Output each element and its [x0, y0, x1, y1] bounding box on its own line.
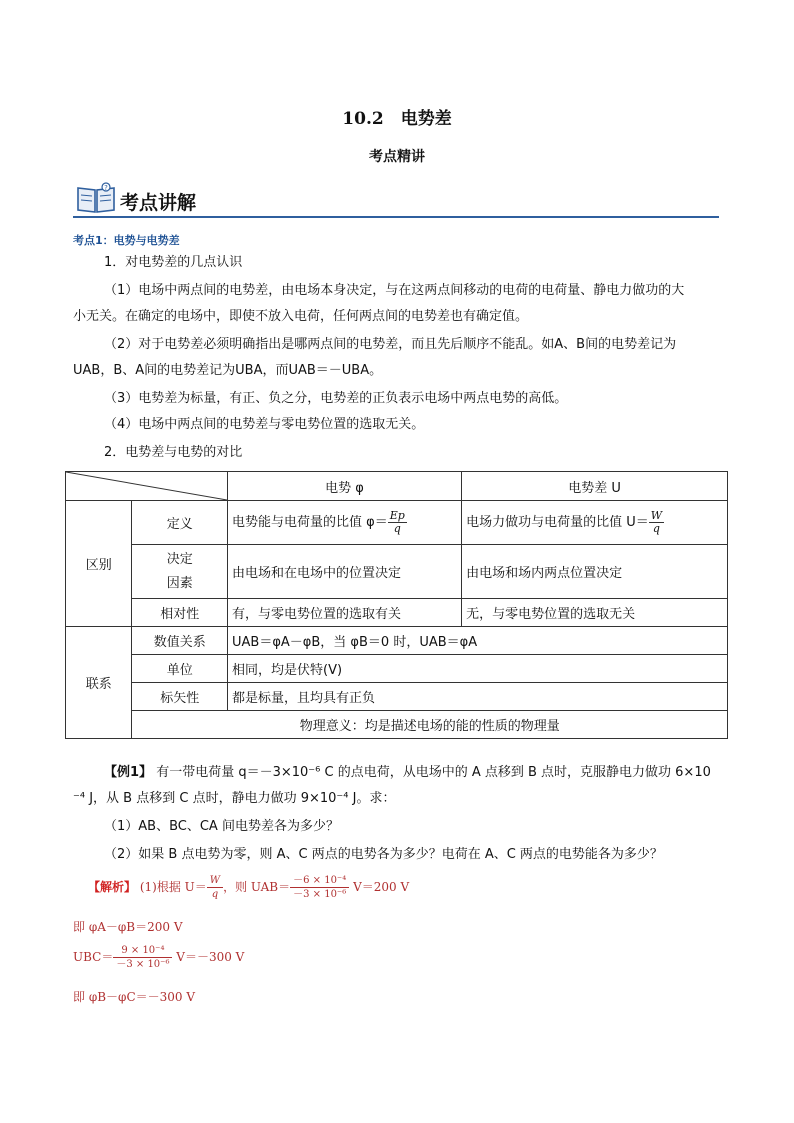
row-relativity-potential: 有，与零电势位置的选取有关 — [228, 599, 462, 627]
solution-ubc-post: V＝－300 V — [176, 950, 245, 964]
fraction-numerator: W — [207, 874, 223, 888]
example-question-1: （1）AB、BC、CA 间电势差各为多少？ — [104, 819, 339, 834]
fraction-denominator: －3 × 10⁻⁶ — [293, 889, 347, 900]
fraction-ep-over-q — [388, 510, 407, 535]
comparison-table — [65, 471, 728, 739]
item-1-title: 1．对电势差的几点认识 — [104, 255, 243, 270]
solution-line-2: 即 φA－φB＝200 V — [73, 920, 183, 934]
row-determinant-label — [132, 545, 228, 599]
row-unit-label: 单位 — [132, 655, 228, 683]
fraction-numerator: －6 × 10⁻⁴ — [290, 874, 349, 888]
row-unit-value: 相同，均是伏特(V) — [228, 655, 728, 683]
solution-text-post: V＝200 V — [353, 880, 410, 894]
example-line-2: ⁻⁴ J，从 B 点移到 C 点时，静电力做功 9×10⁻⁴ J。求： — [73, 791, 396, 806]
row-definition-potential — [228, 501, 462, 545]
row-scalar-label: 标矢性 — [132, 683, 228, 711]
header-potential: 电势 φ — [228, 472, 462, 501]
row-scalar-value: 都是标量，且均具有正负 — [228, 683, 728, 711]
item-2-title: 2．电势差与电势的对比 — [104, 445, 243, 460]
example-question-2: （2）如果 B 点电势为零，则 A、C 两点的电势各为多少？电荷在 A、C 两点的电势能各为多少？ — [104, 847, 663, 862]
paragraph-1-line-1: （1）电场中两点间的电势差，由电场本身决定，与在这两点间移动的电荷的电荷量、静电力做功的大 — [104, 283, 685, 298]
paragraph-2-line-2: UAB，B、A间的电势差记为UBA，而UAB＝－UBA。 — [73, 363, 383, 378]
row-determinant-potential: 由电场和在电场中的位置决定 — [228, 545, 462, 599]
row-numeric-label: 数值关系 — [132, 627, 228, 655]
fraction-uab — [290, 874, 349, 901]
fraction-w-over-q — [649, 510, 664, 535]
fraction-numerator: Ep — [389, 509, 405, 522]
paragraph-4: （4）电场中两点间的电势差与零电势位置的选取无关。 — [104, 417, 425, 432]
row-physical-meaning: 物理意义：均是描述电场的能的性质的物理量 — [132, 711, 728, 739]
row-definition-difference — [462, 501, 728, 545]
solution-line-4: 即 φB－φC＝－300 V — [73, 990, 196, 1004]
row-numeric-value: UAB＝φA－φB，当 φB＝0 时，UAB＝φA — [228, 627, 728, 655]
solution-line-3 — [73, 944, 244, 971]
fraction-ubc — [113, 944, 172, 971]
paragraph-3: （3）电势差为标量，有正、负之分，电势差的正负表示电场中两点电势的高低。 — [104, 391, 568, 406]
example-line-1 — [104, 764, 711, 782]
svg-text:?: ? — [104, 184, 108, 192]
fraction-numerator: 9 × 10⁻⁴ — [113, 944, 172, 958]
section-heading: 考点1：电势与电势差 — [73, 234, 180, 247]
solution-ubc-pre: UBC＝ — [73, 950, 114, 964]
page-subtitle: 考点精讲 — [369, 149, 425, 165]
group-difference: 区别 — [66, 501, 132, 627]
definition-difference-text: 电场力做功与电荷量的比值 U＝ — [466, 515, 649, 530]
banner-title: 考点讲解 — [120, 192, 197, 214]
table-corner-cell — [66, 472, 228, 501]
fraction-w-over-q-solution — [207, 874, 223, 901]
fraction-numerator: W — [650, 509, 663, 522]
row-determinant-difference: 由电场和场内两点位置决定 — [462, 545, 728, 599]
row-relativity-difference: 无，与零电势位置的选取无关 — [462, 599, 728, 627]
header-potential-difference: 电势差 U — [462, 472, 728, 501]
fraction-denominator: q — [652, 522, 660, 535]
solution-tag: 【解析】 — [88, 880, 137, 894]
page-title: 10.2 电势差 — [342, 109, 452, 129]
paragraph-2-line-1: （2）对于电势差必须明确指出是哪两点间的电势差，而且先后顺序不能乱。如A、B间的电势差记为 — [104, 337, 677, 352]
determinant-label-line-1: 决定 — [166, 551, 193, 567]
row-definition-label: 定义 — [132, 501, 228, 545]
solution-text-mid: ，则 UAB＝ — [223, 880, 291, 894]
determinant-label-line-2: 因素 — [166, 575, 193, 591]
solution-line-1 — [88, 874, 409, 901]
banner-divider — [73, 216, 719, 218]
group-relation: 联系 — [66, 627, 132, 739]
row-relativity-label: 相对性 — [132, 599, 228, 627]
fraction-denominator: －3 × 10⁻⁶ — [116, 959, 170, 970]
solution-text-pre: (1)根据 U＝ — [139, 880, 207, 894]
example-tag: 【例1】 — [104, 765, 153, 780]
definition-potential-text: 电势能与电荷量的比值 φ＝ — [232, 515, 388, 530]
fraction-denominator: q — [393, 522, 401, 535]
example-text-1: 有一带电荷量 q＝－3×10⁻⁶ C 的点电荷，从电场中的 A 点移到 B 点时，克服静电力做功 6×10 — [156, 765, 711, 780]
book-icon — [76, 182, 116, 218]
fraction-denominator: q — [211, 889, 219, 900]
paragraph-1-line-2: 小无关。在确定的电场中，即使不放入电荷，任何两点间的电势差也有确定值。 — [73, 309, 529, 324]
